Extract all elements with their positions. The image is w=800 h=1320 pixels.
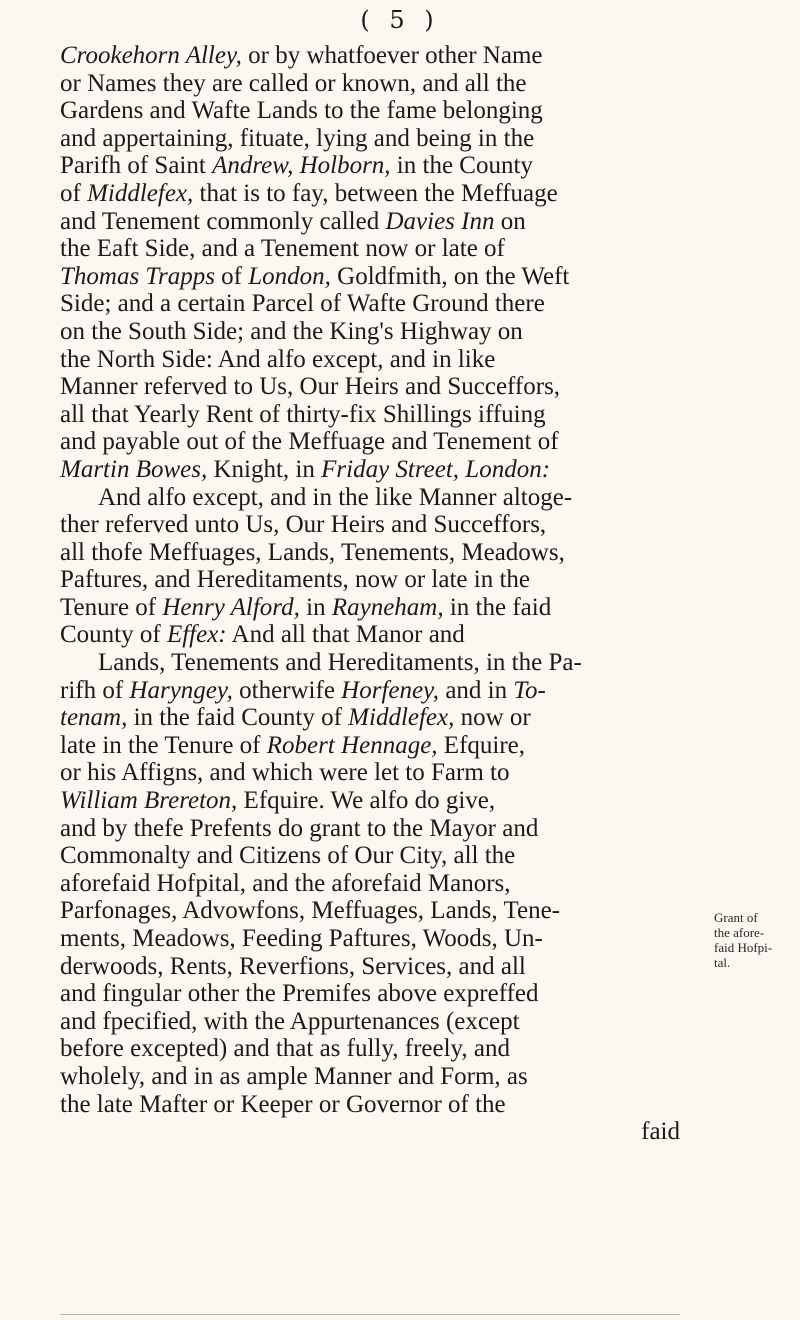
- text-line: [60, 1008, 700, 1036]
- text-line: [60, 953, 700, 981]
- italic-segment: Andrew, Holborn,: [212, 152, 391, 180]
- italic-segment: Thomas Trapps: [60, 262, 215, 290]
- text-segment: all that Yearly Rent of thirty-fix Shillings iffuing: [60, 400, 546, 428]
- text-segment: wholely, and in as ample Manner and Form, as: [60, 1062, 528, 1090]
- text-segment: in the faid: [443, 593, 552, 621]
- text-segment: rifh of: [60, 676, 130, 704]
- text-segment: of: [60, 179, 88, 207]
- text-line: [60, 208, 700, 236]
- text-segment: otherwife: [232, 676, 342, 704]
- text-line: [60, 180, 700, 208]
- text-segment: the Eaft Side, and a Tenement now or late of: [60, 235, 505, 263]
- text-segment: Efquire. We alfo do give,: [237, 787, 496, 815]
- text-line: [60, 70, 700, 98]
- text-segment: and fpecified, with the Appurtenances (except: [60, 1007, 520, 1035]
- text-segment: in: [299, 593, 332, 621]
- text-line: [60, 290, 700, 318]
- text-line: [60, 318, 700, 346]
- text-line: [60, 759, 700, 787]
- margin-note: [714, 910, 798, 970]
- text-segment: or by whatfoever other Name: [241, 42, 543, 69]
- margin-note-line: tal.: [714, 955, 731, 970]
- italic-segment: Middlefex,: [87, 179, 194, 207]
- text-segment: Gardens and Wafte Lands to the fame belonging: [60, 97, 543, 125]
- italic-segment: Effex:: [166, 621, 227, 649]
- text-line: [60, 152, 700, 180]
- italic-segment: Martin Bowes,: [60, 455, 208, 483]
- italic-segment: William Brereton,: [60, 787, 238, 815]
- italic-segment: Rayneham,: [331, 593, 444, 621]
- italic-segment: Henry Alford,: [162, 593, 300, 621]
- text-segment: Commonalty and Citizens of Our City, all the: [60, 842, 516, 870]
- text-segment: on the South Side; and the King's Highway on: [60, 317, 523, 345]
- text-line: [60, 373, 700, 401]
- page-number: ( 5 ): [360, 6, 440, 34]
- text-segment: and Tenement commonly called: [60, 207, 386, 235]
- text-segment: County of: [60, 621, 167, 649]
- catchword: faid: [641, 1118, 680, 1146]
- italic-segment: Friday Street, London:: [321, 455, 551, 483]
- text-segment: And alfo except, and in the like Manner altoge-: [98, 483, 573, 511]
- margin-note-line: faid Hofpi-: [714, 940, 773, 955]
- italic-segment: tenam,: [60, 704, 128, 732]
- text-segment: derwoods, Rents, Reverfions, Services, and all: [60, 952, 526, 980]
- text-segment: And all that Manor and: [226, 621, 465, 649]
- text-segment: and by thefe Prefents do grant to the Mayor and: [60, 814, 539, 842]
- text-line: [60, 1035, 700, 1063]
- text-line: [60, 263, 700, 291]
- text-line: [60, 677, 700, 705]
- text-line: [60, 704, 700, 732]
- italic-segment: To-: [513, 676, 546, 704]
- text-segment: Paftures, and Hereditaments, now or late in the: [60, 566, 530, 594]
- text-segment: Parfonages, Advowfons, Meffuages, Lands, Tene-: [60, 897, 560, 925]
- text-segment: the North Side: And alfo except, and in like: [60, 345, 496, 373]
- text-line: [60, 897, 700, 925]
- text-line: [60, 401, 700, 429]
- italic-segment: Robert Hennage,: [266, 731, 438, 759]
- text-segment: the late Mafter or Keeper or Governor of the: [60, 1090, 506, 1118]
- text-segment: late in the Tenure of: [60, 731, 267, 759]
- text-segment: Manner referved to Us, Our Heirs and Succeffors,: [60, 373, 561, 401]
- text-segment: Goldfmith, on the Weft: [330, 262, 570, 290]
- italic-segment: London,: [248, 262, 331, 290]
- text-segment: aforefaid Hofpital, and the aforefaid Manors,: [60, 869, 511, 897]
- text-segment: that is to fay, between the Meffuage: [193, 179, 558, 207]
- text-segment: on: [494, 207, 526, 235]
- text-line: [60, 815, 700, 843]
- text-line: [60, 235, 700, 263]
- text-line: [60, 649, 700, 677]
- text-line: [60, 732, 700, 760]
- text-line: [60, 1063, 700, 1091]
- text-line: [60, 870, 700, 898]
- text-line: [60, 1091, 700, 1119]
- text-segment: Efquire,: [437, 731, 526, 759]
- italic-segment: Davies Inn: [385, 207, 495, 235]
- text-segment: and appertaining, fituate, lying and being in the: [60, 124, 535, 152]
- italic-segment: Haryngey,: [129, 676, 233, 704]
- bottom-rule: [60, 1314, 680, 1315]
- margin-note-line: Grant of: [714, 910, 758, 925]
- text-line: [60, 594, 700, 622]
- text-line: [60, 484, 700, 512]
- text-line: [60, 980, 700, 1008]
- text-segment: now or: [454, 704, 531, 732]
- text-segment: and payable out of the Meffuage and Tenement of: [60, 428, 559, 456]
- text-segment: in the faid County of: [127, 704, 349, 732]
- text-line: [60, 842, 700, 870]
- text-segment: and fingular other the Premifes above expreffed: [60, 980, 539, 1008]
- text-line: [60, 621, 700, 649]
- text-line: [60, 925, 700, 953]
- body-text: [60, 42, 700, 1146]
- text-segment: Side; and a certain Parcel of Wafte Ground there: [60, 290, 545, 318]
- text-line: [60, 787, 700, 815]
- text-line: [60, 428, 700, 456]
- text-line: [60, 42, 700, 70]
- text-segment: Parifh of Saint: [60, 152, 213, 180]
- text-segment: ments, Meadows, Feeding Paftures, Woods, Un-: [60, 925, 543, 952]
- text-segment: and in: [439, 676, 514, 704]
- text-segment: or his Affigns, and which were let to Farm to: [60, 759, 510, 787]
- text-line: [60, 346, 700, 374]
- text-line: [60, 539, 700, 567]
- text-line: [60, 97, 700, 125]
- italic-segment: Crookehorn Alley,: [60, 42, 242, 69]
- text-segment: all thofe Meffuages, Lands, Tenements, Meadows,: [60, 538, 565, 566]
- text-line: [60, 511, 700, 539]
- text-line: [60, 125, 700, 153]
- text-segment: ther referved unto Us, Our Heirs and Succeffors,: [60, 511, 547, 539]
- text-segment: before excepted) and that as fully, freely, and: [60, 1035, 511, 1063]
- text-line: [60, 456, 700, 484]
- text-segment: Lands, Tenements and Hereditaments, in the Pa-: [98, 649, 582, 677]
- text-segment: Knight, in: [207, 455, 322, 483]
- text-segment: of: [214, 262, 249, 290]
- text-segment: in the County: [390, 152, 533, 180]
- text-segment: or Names they are called or known, and all the: [60, 69, 527, 97]
- margin-note-line: the afore-: [714, 925, 765, 940]
- italic-segment: Middlefex,: [348, 704, 455, 732]
- text-line: [60, 566, 700, 594]
- italic-segment: Horfeney,: [341, 676, 440, 704]
- text-segment: Tenure of: [60, 593, 163, 621]
